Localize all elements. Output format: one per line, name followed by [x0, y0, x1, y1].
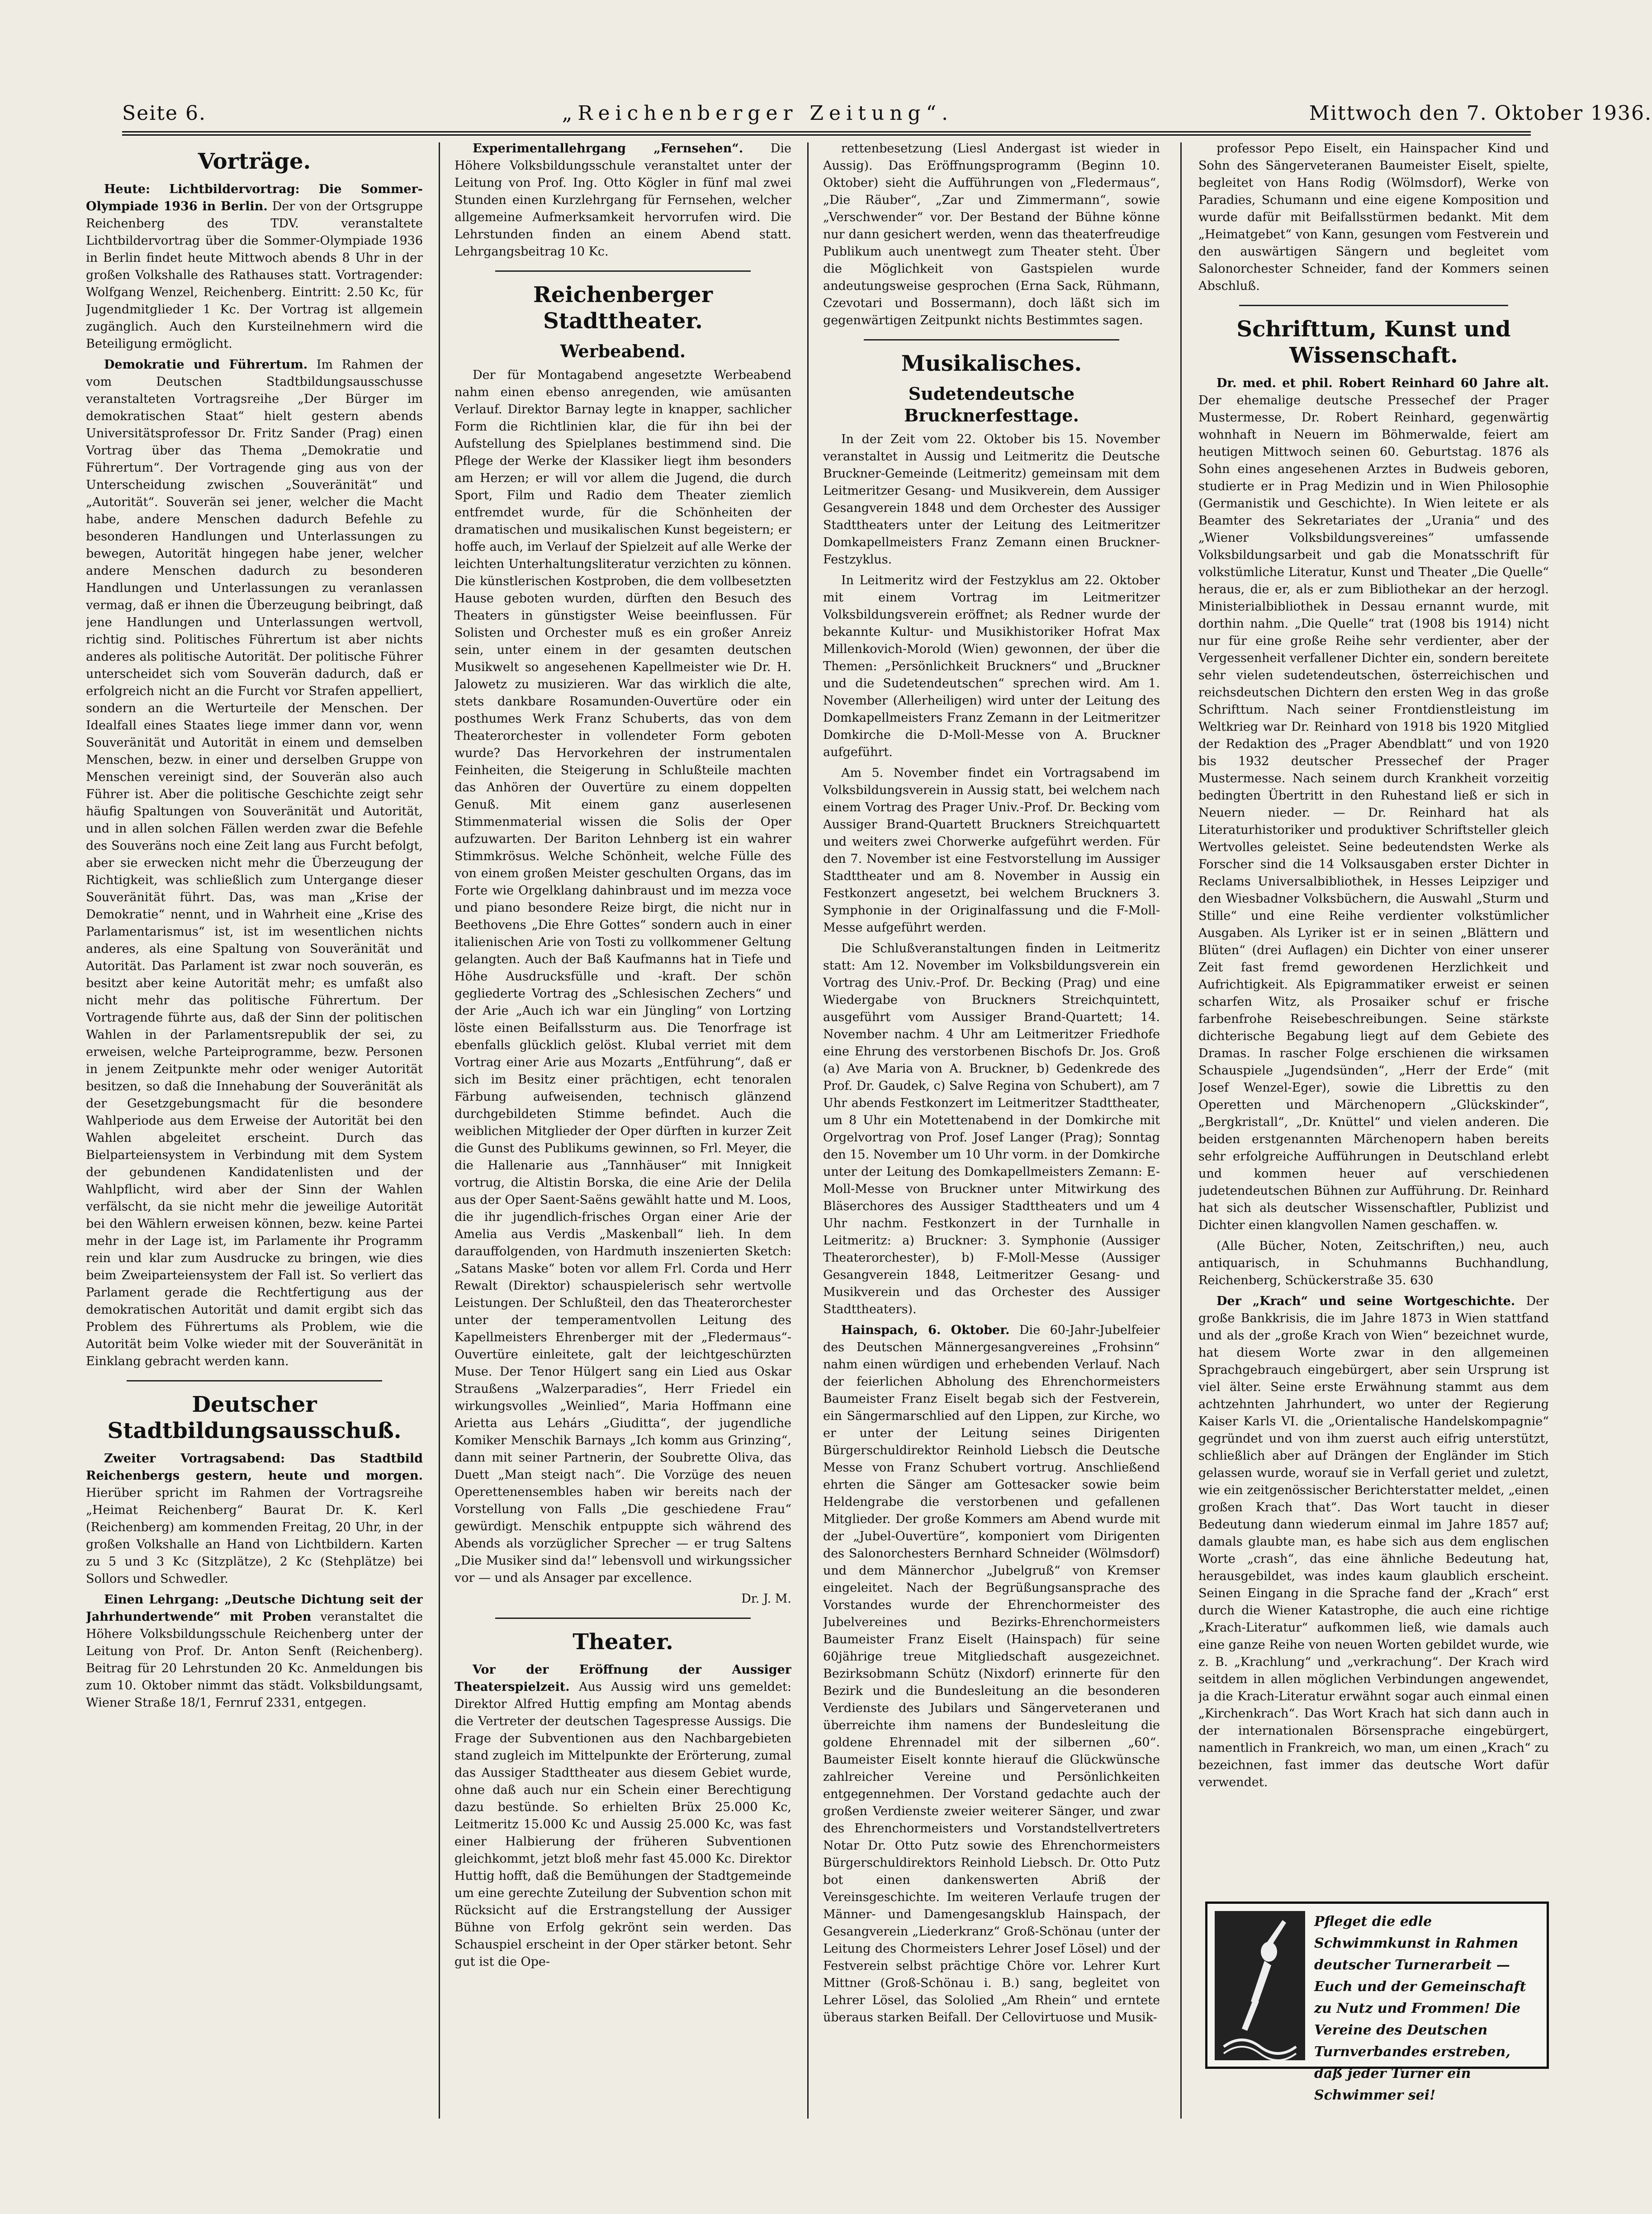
article-lead: Einen Lehrgang: „Deutsche Dichtung seit der Jahrhundertwende“ mit Proben — [86, 1593, 423, 1624]
section-title-stadtbildungsausschuss: Deutscher Stadtbildungsausschuß. — [107, 1392, 402, 1443]
article-paragraph: Die Schlußveranstaltungen finden in Leitmeritz statt: Am 12. November im Volksbildungsverein ein Vortrag des Univ.-Prof. Dr. Becking (Prag) und eine Wiedergabe von Bruckners Streichquintett, ausgeführt vom Aussiger Brand-Quartett; 14. November nachm. 4 Uhr am Leitmeritzer Friedhofe eine Ehrung des verstorbenen Bischofs Dr. Jos. Groß (a) Ave Maria von A. Bruckner, b) Gedenkrede des Prof. Dr. Gaudek, c) Salve Regina von Schubert), am 7 Uhr abends Festkonzert im Leitmeritzer Stadttheater, um 8 Uhr ein Motettenabend in der Domkirche mit Orgelvortrag von Prof. Josef Langer (Prag); Sonntag den 15. November um 10 Uhr vorm. in der Domkirche unter der Leitung des Domkapellmeisters Zemann: E-Moll-Messe von Bruckner unter Mitwirkung des Bläserchores des Aussiger Stadttheaters und um 4 Uhr nachm. Festkonzert in der Turnhalle in Leitmeritz: a) Bruckner: 3. Symphonie (Aussiger Theaterorchester), b) F-Moll-Messe (Aussiger Gesangverein 1848, Leitmeritzer Gesang- und Musikverein und das Orchester des Aussiger Stadttheaters). — [823, 941, 1160, 1316]
header-rule — [122, 131, 1531, 136]
article-body: Der von der Ortsgruppe Reichenberg des TDV. veranstaltete Lichtbildervortrag über die Sommer-Olympiade 1936 in Berlin findet heute Mittwoch abends 8 Uhr in der großen Volkshalle des Rathauses statt. Vortragender: Wolfgang Wenzel, Reichenberg. Eintritt: 2.50 Kc, für Jugendmitglieder 1 Kc. Der Vortrag ist allgemein zugänglich. Auch den Kursteilnehmern wird die Beteiligung ermöglicht. — [86, 199, 423, 351]
article-stadtbild — [86, 1450, 423, 1588]
section-title-musikalisches: Musikalisches. — [901, 351, 1082, 376]
article-body: Die Höhere Volksbildungsschule veranstaltet unter der Leitung von Prof. Ing. Otto Kögler in fünf mal zwei Stunden einen Kurzlehrgang für Fernsehen, welcher allgemeine Aufmerksamkeit hervorrufen wird. Die Lehrstunden finden an einem Abend statt. Lehrgangsbeitrag 10 Kc. — [454, 142, 791, 259]
section-separator — [495, 1618, 751, 1619]
page-number: Seite 6. — [122, 101, 206, 125]
advertisement-box — [1205, 1902, 1549, 2103]
article-werbeabend: Der für Montagabend angesetzte Werbeabend nahm einen ebenso anregenden, wie amüsanten Verlauf. Direktor Barnay legte in knapper, sachlicher Form die Richtlinien klar, die für ihn bei der Aufstellung des Spielplanes bestimmend sind. Die Pflege der Werke der Klassiker liegt ihm besonders am Herzen; er will vor allem die Jugend, die durch Sport, Film und Radio dem Theater ziemlich entfremdet wurde, für die Schönheiten der dramatischen und musikalischen Kunst begeistern; er hoffe auch, im Verlauf der Spielzeit auf alle Werke der leichten Unterhaltungsliteratur verzichten zu können. Die künstlerischen Kostproben, die dem vollbesetzten Hause geboten wurden, dürften den Besuch des Theaters in günstigster Weise beeinflussen. Für Solisten und Orchester muß es ein großer Anreiz sein, unter einem in der gesamten deutschen Musikwelt so angesehenen Kapellmeister wie Dr. H. Jalowetz zu musizieren. War das wirklich die alte, stets dankbare Rosamunden-Ouvertüre oder ein posthumes Werk Franz Schuberts, das von dem Theaterorchester in vollendeter Form geboten wurde? Das Hervorkehren der instrumentalen Feinheiten, die Steigerung in Schlußteile machten das Anhören der Ouvertüre zu einem doppelten Genuß. Mit einem ganz auserlesenen Stimmenmaterial wissen die Solis der Oper aufzuwarten. Der Bariton Lehnberg ist ein wahrer Stimmkrösus. Welche Schönheit, welche Fülle des von einem großen Meister geschulten Organs, das im Forte wie Orgelklang dahinbraust und im mezza voce und piano besondere Reize birgt, die nicht nur in Beethovens „Die Ehre Gottes“ sondern auch in einer italienischen Arie von Tosti zu vollkommener Geltung gelangten. Auch der Baß Kaufmanns hat in Tiefe und Höhe Ausdrucksfülle und -kraft. Der schön gegliederte Vortrag des „Schlesischen Zechers“ und der Arie „Auch ich war ein Jüngling“ von Lortzing löste einen Beifallssturm aus. Die Tenorfrage ist ebenfalls glücklich gelöst. Klubal verriet mit dem Vortrag einer Arie aus Mozarts „Entführung“, daß er sich im Besitz einer prächtigen, echt tenoralen Färbung aufweisenden, technisch glänzend durchgebildeten Stimme befindet. Auch die weiblichen Mitglieder der Oper dürften in kurzer Zeit die Gunst des Publikums gewinnen, so Frl. Meyer, die die Hallenarie aus „Tannhäuser“ mit Innigkeit vortrug, die Altistin Borska, die eine Arie der Delila aus der Oper Saent-Saëns gewählt hatte und M. Loos, die ihr jugendlich-frisches Organ einer Arie der Amelia aus Verdis „Maskenball“ lieh. In dem darauffolgenden, von Hardmuth inszenierten Sketch: „Satans Maske“ boten vor allem Frl. Corda und Herr Rewalt (Direktor) schauspielerisch sehr wertvolle Leistungen. Der Schlußteil, den das Theaterorchester unter der temperamentvollen Leitung des Kapellmeisters Ehrenberger mit der „Fledermaus“-Ouvertüre einleitete, galt der leichtgeschürzten Muse. Der Tenor Hülgert sang ein Lied aus Oskar Straußens „Walzerparadies“, Herr Friedel ein wirkungsvolles „Weinlied“, Maria Hoffmann eine Arietta aus Lehárs „Giuditta“, der jugendliche Komiker Menschik Barnays „Ich komm aus Grinzing“, dann mit seiner Partnerin, der Soubrette Oliva, das Duett „Man steigt nach“. Die Vorzüge des neuen Operettenensembles haben wir bereits nach der Vorstellung von Falls „Die geschiedene Frau“ gewürdigt. Menschik entpuppte sich während des Abends als vorzüglicher Sprecher — er trug Saltens „Die Musiker sind da!“ lebensvoll und wirkungssicher vor — und als Ansager par excellence. — [454, 368, 791, 1585]
swimmer-diving-icon — [1215, 1911, 1305, 2060]
article-demokratie — [86, 356, 423, 1370]
article-body: veranstaltet die Höhere Volksbildungsschule Reichenberg unter der Leitung von Prof. Dr. Anton Senft (Reichenberg). Beitrag für 20 Lehrstunden 20 Kc. Anmeldungen bis zum 10. Oktober nimmt das städt. Volksbildungsamt, Wiener Straße 18/1, Fernruf 2331, entgegen. — [86, 1610, 423, 1710]
article-subtitle-werbeabend: Werbeabend. — [560, 341, 686, 361]
ad-number: 630 — [1410, 1273, 1434, 1287]
issue-date: Mittwoch den 7. Oktober 1936. — [1309, 101, 1652, 125]
article-body: Der große Bankkrisis, die im Jahre 1873 in Wien stattfand und als der „große Krach von Wien“ bezeichnet wurde, hat diesem Worte zwar in den allgemeinen Sprachgebrauch eingebürgert, aber sein Ursprung ist viel älter. Seine erste Erwähnung stammt aus dem achtzehnten Jahrhundert, wo unter der Regierung Kaiser Karls VI. die „Orientalische Handelskompagnie“ gegründet und von ihm zuerst auch eifrig unterstützt, schließlich aber auf Drängen der Engländer im Stich gelassen wurde, worauf sie in Verfall geriet und zuletzt, wie ein zeitgenössischer Berichterstatter meldet, „einen großen Krach that“. Das Wort taucht in dieser Bedeutung dann wiederum einmal im Jahre 1857 auf; damals glaubte man, es habe sich aus dem englischen Worte „crash“, das eine ähnliche Bedeutung hat, herausgebildet, was indes kaum glaublich erscheint. Seinen Eingang in die Sprache fand der „Krach“ erst durch die Wiener Katastrophe, die auch eine richtige „Krach-Literatur“ aufkommen ließ, wie damals auch eine ganze Reihe von neuen Worten gebildet wurde, wie z. B. „Krachlung“ und „verkrachung“. Der Krach wird seitdem in allen möglichen Verbindungen angewendet, ja die Krach-Literatur erwähnt sogar auch einmal einen „Kirchenkrach“. Das Wort Krach hat sich dann auch in der internationalen Börsensprache eingebürgert, namentlich in Frankreich, wo man, um einen „Krach“ zu bezeichnen, fast immer das deutsche Wort dafür verwendet. — [1198, 1294, 1549, 1789]
column-3 — [823, 140, 1160, 2121]
article-subtitle-bruckner: Sudetendeutsche Brucknerfesttage. — [904, 383, 1079, 426]
article-body: Die 60-Jahr-Jubelfeier des Deutschen Männergesangvereines „Frohsinn“ nahm einen würdigen und erhebenden Verlauf. Nach der feierlichen Abholung des Ehrenchormeisters Baumeister Franz Eiselt begab sich der Festverein, ein Sängermarschlied auf den Lippen, zur Kirche, wo er unter der Leitung seines Dirigenten Bürgerschuldirektor Reinhold Liebsch die Deutsche Messe von Franz Schubert vortrug. Anschließend ehrten die Sänger am Gottesacker sowie beim Heldengrabe die verstorbenen und gefallenen Mitglieder. Der große Kommers am Abend wurde mit der „Jubel-Ouvertüre“, komponiert vom Dirigenten des Salonorchesters Bernhard Schneider (Wölmsdorf) und dem Männerchor „Jubelgruß“ von Kremser eingeleitet. Nach der Begrüßungsansprache des Vorstandes wurde der Ehrenchormeister des Jubelvereines und Bezirks-Ehrenchormeisters Baumeister Franz Eiselt (Hainspach) für seine 60jährige treue Mitgliedschaft ausgezeichnet. Bezirksobmann Schütz (Nixdorf) erinnerte für den Bezirk und die Bundesleitung an die besonderen Verdienste des Jubilars und Sängerveteranen und überreichte ihm namens der Bundesleitung die goldene Ehrennadel mit der silbernen „60“. Baumeister Eiselt konnte hierauf die Glückwünsche zahlreicher Vereine und Persönlichkeiten entgegennehmen. Der Vorstand gedachte auch der großen Verdienste zweier weiterer Sänger, und zwar des Ehrenchormeisters und Vorstandstellvertreters Notar Dr. Otto Putz sowie des Ehrenchormeisters Bürgerschuldirektors Reinhold Liebsch. Dr. Otto Putz bot einen dankenswerten Abriß der Vereinsgeschichte. Im weiteren Verlaufe trugen der Männer- und Damengesangsklub Hainspach, der Gesangverein „Liederkranz“ Groß-Schönau (unter der Leitung des Chormeisters Lehrer Josef Lösel) und der Festverein selbst prächtige Chöre vor. Lehrer Kurt Mittner (Groß-Schönau i. B.) sang, begleitet von Lehrer Lösel, das Sololied „Am Rhein“ und erntete überaus starken Beifall. Der Cellovirtuose und Musik- — [823, 1323, 1160, 2025]
section-separator — [127, 1380, 382, 1381]
section-title-vortraege: Vorträge. — [198, 149, 311, 174]
advertisement-text: Pfleget die edle Schwimmkunst in Rahmen deutscher Turnerarbeit — Euch und der Gemeinschaft zu Nutz und Frommen! Die Vereine des Deutschen Turnverbandes erstreben, daß jeder Turner ein Schwimmer sei! — [1314, 1914, 1526, 2103]
article-signature: Dr. J. M. — [741, 1592, 791, 1606]
article-body: Hierüber spricht im Rahmen der Vortragsreihe „Heimat Reichenberg“ Baurat Dr. K. Kerl (Reichenberg) am kommenden Freitag, 20 Uhr, in der großen Volkshalle an Hand von Lichtbildern. Karten zu 5 und 3 Kc (Sitzplätze), 2 Kc (Stehplätze) bei Sollors und Schwedler. — [86, 1486, 423, 1586]
article-lead: Heute: Lichtbildervortrag: Die Sommer-Olympiade 1936 in Berlin. — [86, 182, 423, 213]
article-signature: w. — [1485, 1218, 1498, 1232]
article-lead: Der „Krach“ und seine Wortgeschichte. — [1217, 1294, 1515, 1308]
article-lead: Dr. med. et phil. Robert Reinhard 60 Jahre alt. — [1217, 376, 1549, 390]
article-body: Der ehemalige deutsche Pressechef der Prager Mustermesse, Dr. Robert Reinhard, gegenwärtig wohnhaft in Neuern im Böhmerwalde, feiert am heutigen Mittwoch seinen 60. Geburtstag. 1876 als Sohn eines angesehenen Arztes in Budweis geboren, studierte er in Prag Medizin und in Wien Philosophie (Germanistik und Geschichte). In Wien leitete er als Beamter des Sekretariates der „Urania“ und des „Wiener Volksbildungsvereines“ umfassende Volksbildungsarbeit und gab die Monatsschrift für volkstümliche Literatur, Kunst und Theater „Die Quelle“ heraus, die er, als er zum Bibliothekar an der herzogl. Ministerialbibliothek in Dessau ernannt wurde, mit dorthin nahm. „Die Quelle“ trat (1908 bis 1914) nicht nur für eine große Reihe sehr verdienter, aber der Vergessenheit verfallener Dichter ein, sondern bereitete sehr vielen sudetendeutschen, österreichischen und reichsdeutschen Dichtern den ersten Weg in das große Schrifttum. Nach seiner Frontdienstleistung im Weltkrieg war Dr. Reinhard von 1918 bis 1920 Mitglied der Redaktion des „Prager Abendblatt“ und von 1920 bis 1932 deutscher Pressechef der Prager Mustermesse. Nach seinem durch Krankheit vorzeitig bedingten Übertritt in den Ruhestand ließ er sich in Neuern nieder. — Dr. Reinhard hat als Literaturhistoriker und produktiver Schriftsteller gleich Wertvolles geleistet. Seine bedeutendsten Werke als Forscher sind die 14 Volksausgaben erster Dichter in Reclams Universalbibliothek, in Hesses Leipziger und den Wiesbadner Volksbüchern, die Auswahl „Sturm und Stille“ und eine Reihe verdienter volkstümlicher Ausgaben. Als Lyriker ist er in seinen „Blättern und Blüten“ (drei Auflagen) ein Dichter von einer unserer Zeit fast fremd gewordenen Herzlichkeit und Aufrichtigkeit. Als Epigrammatiker erweist er seinen scharfen Witz, als Prosaiker schuf er frische farbenfrohe Reisebeschreibungen. Seine stärkste dichterische Begabung liegt auf dem Gebiete des Dramas. In rascher Folge erschienen die wirksamen Schauspiele „Jugendsünden“, „Herr der Erde“ (mit Josef Wenzel-Eger), sowie die Librettis zu den Operetten und Märchenopern „Glückskinder“, „Bergkristall“, „Dr. Knüttel“ und vielen anderen. Die beiden erstgenannten Märchenopern haben bereits sehr erfolgreiche Aufführungen in Deutschland erlebt und kommen heuer auf verschiedenen judetendeutschen Bühnen zur Aufführung. Dr. Reinhard hat sich als deutscher Wissenschaftler, Publizist und Dichter einen klangvollen Namen geschaffen. — [1198, 393, 1549, 1232]
article-lead: Hainspach, 6. Oktober. — [841, 1323, 1010, 1337]
column-divider — [439, 142, 440, 2119]
page-header — [122, 97, 1652, 129]
article-body: Im Rahmen der vom Deutschen Stadtbildungsausschusse veranstalteten Vortragsreihe „Der Bürger im demokratischen Staat“ hielt gestern abends Universitätsprofessor Dr. Fritz Sander (Prag) einen Vortrag über das Thema „Demokratie und Führertum“. Der Vortragende ging aus von der Unterscheidung zwischen „Souveränität“ und „Autorität“. Souverän sei jener, welcher die Macht habe, andere Menschen dadurch Befehle zu besonderen Handlungen und Unterlassungen zu bewegen, Autorität hingegen habe jener, welcher andere Menschen dadurch zu besonderen Handlungen und Unterlassungen zu veranlassen vermag, daß er ihnen die Überzeugung beibringt, daß jene Handlungen und Unterlassungen wertvoll, richtig sind. Politisches Führertum ist aber nichts anderes als politische Autorität. Der politische Führer unterscheidet sich vom Souverän dadurch, daß er erfolgreich nicht an die Furcht vor Strafen appelliert, sondern an die Werturteile der Menschen. Der Idealfall eines Staates liege immer dann vor, wenn Souveränität und Autorität in einem und demselben Menschen, bezw. in einer und derselben Gruppe von Menschen vereinigt sind, der Souverän also auch Führer ist. Aber die politische Geschichte zeigt sehr häufig Spaltungen von Souveränität und Autorität, und in allen solchen Fällen werden zwar die Befehle des Souveräns noch eine Zeit lang aus Furcht befolgt, aber sie erwecken nicht mehr die Überzeugung der Richtigkeit, was schließlich zum Untergange dieser Souveränität führt. Das, was man „Krise der Demokratie“ nennt, und in Wahrheit eine „Krise des Parlamentarismus“ ist, ist im wesentlichen nichts anderes, als eine Spaltung von Souveränität und Autorität. Das Parlament ist zwar noch souverän, es besitzt aber keine Autorität mehr; es umfaßt also nicht mehr das politische Führertum. Der Vortragende führte aus, daß der Sinn der politischen Wahlen in der Parlamentsrepublik der sei, zu erweisen, welche Parteiprogramme, bezw. Personen in jenem Zeitpunkte mehr oder weniger Autorität besitzen, so daß die Innehabung der Souveränität als der Gesetzgebungsmacht für die besondere Wahlperiode aus dem Erweise der Autorität bei den Wahlen abgeleitet erscheint. Durch das Bielparteiensystem in Verbindung mit dem System der gebundenen Kandidatenlisten und der Wahlpflicht, wird aber der Sinn der Wahlen verfälscht, da sie nicht mehr die jeweilige Autorität bei den Wählern erweisen können, bezw. keine Partei mehr in der Lage ist, im Parlamente ihr Programm rein und klar zum Ausdrucke zu bringen, wie dies beim Zweiparteiensystem der Fall ist. So verliert das Parlament gerade die Rechtfertigung aus der demokratischen Autorität und damit ergibt sich das Problem des Führertums als Problem, wie die Autorität beim Volke wieder mit der Souveränität in Einklang gebracht werden kann. — [86, 358, 423, 1368]
section-separator — [1239, 305, 1508, 306]
article-continuation: professor Pepo Eiselt, ein Hainspacher Kind und Sohn des Sängerveteranen Baumeister Eiselt, spielte, begleitet von Hans Rodig (Wölmsdorf), Werke von Paradies, Schumann und eine eigene Komposition und wurde dafür mit Beifallsstürmen bedankt. Mit dem „Heimatgebet“ von Kann, gesungen vom Festverein und den auswärtigen Sängern und begleitet vom Salonorchester Schneider, fand der Kommers seinen Abschluß. — [1198, 142, 1549, 293]
article-paragraph: In Leitmeritz wird der Festzyklus am 22. Oktober mit einem Vortrag im Leitmeritzer Volksbildungsverein eröffnet; als Redner wurde der bekannte Kultur- und Musikhistoriker Hofrat Max Millenkovich-Morold (Wien) gewonnen, der über die Themen: „Persönlichkeit Bruckners“ und „Bruckner und die Sudetendeutschen“ sprechen wird. Am 1. November (Allerheiligen) wird unter der Leitung des Domkapellmeisters Franz Zemann in der Leitmeritzer Domkirche die D-Moll-Messe von A. Bruckner aufgeführt. — [823, 573, 1160, 759]
ad-text: (Alle Bücher, Noten, Zeitschriften,) neu, auch antiquarisch, in Schuhmanns Buchhandlung, Reichenberg, Schückerstraße 35. — [1198, 1239, 1549, 1287]
article-continuation: rettenbesetzung (Liesl Andergast ist wieder in Aussig). Das Eröffnungsprogramm (Beginn 10. Oktober) sieht die Aufführungen von „Fledermaus“, „Die Räuber“, „Zar und Zimmermann“, sowie „Verschwender“ vor. Der Bestand der Bühne könne nur dann gesichert werden, wenn das theaterfreudige Publikum auch unentwegt zum Theater steht. Über die Möglichkeit von Gastspielen wurde andeutungsweise gesprochen (Erna Sack, Rühmann, Czevotari und Bossermann), doch läßt sich im gegenwärtigen Zeitpunkt nichts Bestimmtes sagen. — [823, 142, 1160, 327]
section-title-stadttheater: Reichenberger Stadttheater. — [533, 282, 713, 334]
article-lead: Experimentallehrgang „Fernsehen“. — [473, 142, 743, 156]
article-paragraph: In der Zeit vom 22. Oktober bis 15. November veranstaltet in Aussig und Leitmeritz die Deutsche Bruckner-Gemeinde (Leitmeritz) gemeinsam mit dem Leitmeritzer Gesang- und Musikverein, dem Aussiger Gesangverein 1848 und dem Orchester des Aussiger Stadttheaters unter der Leitung des Leitmeritzer Domkapellmeisters Franz Zemann einen Bruckner-Festzyklus. — [823, 432, 1160, 567]
article-krach — [1198, 1293, 1549, 1791]
column-4 — [1198, 140, 1549, 2121]
article-hainspach — [823, 1322, 1160, 2026]
classified-ad — [1198, 1238, 1549, 1289]
article-aussig-theater — [454, 1661, 791, 1971]
article-olympiade — [86, 181, 423, 353]
article-body: Aus Aussig wird uns gemeldet: Direktor Alfred Huttig empfing am Montag abends die Vertreter der deutschen Tagespresse Aussigs. Die Frage der Subventionen aus den Nachbargebieten stand zugleich im Mittelpunkte der Erörterung, zumal das Aussiger Stadttheater aus diesem Gebiet wurde, ohne daß auch nur ein Schein einer Berechtigung dazu bestünde. So erhielten Brüx 25.000 Kc, Leitmeritz 15.000 Kc und Aussig 25.000 Kc, was fast einer Halbierung der früheren Subventionen gleichkommt, jetzt bloß mehr fast 45.000 Kc. Direktor Huttig hofft, daß die Bemühungen der Stadtgemeinde um eine gerechte Zuteilung der Subvention schon mit Rücksicht auf die Erstrangstellung der Aussiger Bühne von Erfolg gekrönt sein werden. Das Schauspiel erscheint in der Oper stärker betont. Sehr gut ist die Ope- — [454, 1680, 791, 1969]
column-2 — [454, 140, 791, 2121]
column-1 — [86, 140, 423, 2121]
article-lead: Vor der Eröffnung der Aussiger Theaterspielzeit. — [454, 1663, 791, 1694]
article-lehrgang — [86, 1591, 423, 1712]
article-reinhard — [1198, 375, 1549, 1234]
column-divider — [807, 142, 809, 2119]
article-lead: Demokratie und Führertum. — [104, 358, 308, 372]
section-separator — [864, 339, 1119, 341]
article-fernsehen — [454, 140, 791, 260]
section-title-theater: Theater. — [573, 1629, 673, 1655]
column-divider — [1180, 142, 1182, 2119]
article-lead: Zweiter Vortragsabend: Das Stadtbild Reichenbergs gestern, heute und morgen. — [86, 1452, 423, 1483]
newspaper-name: „Reichenberger Zeitung“. — [562, 101, 954, 125]
article-paragraph: Am 5. November findet ein Vortragsabend im Volksbildungsverein in Aussig statt, bei welchem nach einem Vortrag des Prager Univ.-Prof. Dr. Becking vom Aussiger Brand-Quartett Bruckners Streichquartett und weiters zwei Chorwerke aufgeführt werden. Für den 7. November ist eine Festvorstellung im Aussiger Stadttheater und am 8. November in Aussig ein Festkonzert angesetzt, bei welchem Bruckners 3. Symphonie in der Originalfassung und die F-Moll-Messe aufgeführt werden. — [823, 766, 1160, 935]
section-title-schrifttum: Schrifttum, Kunst und Wissenschaft. — [1236, 317, 1511, 368]
section-separator — [495, 270, 751, 272]
